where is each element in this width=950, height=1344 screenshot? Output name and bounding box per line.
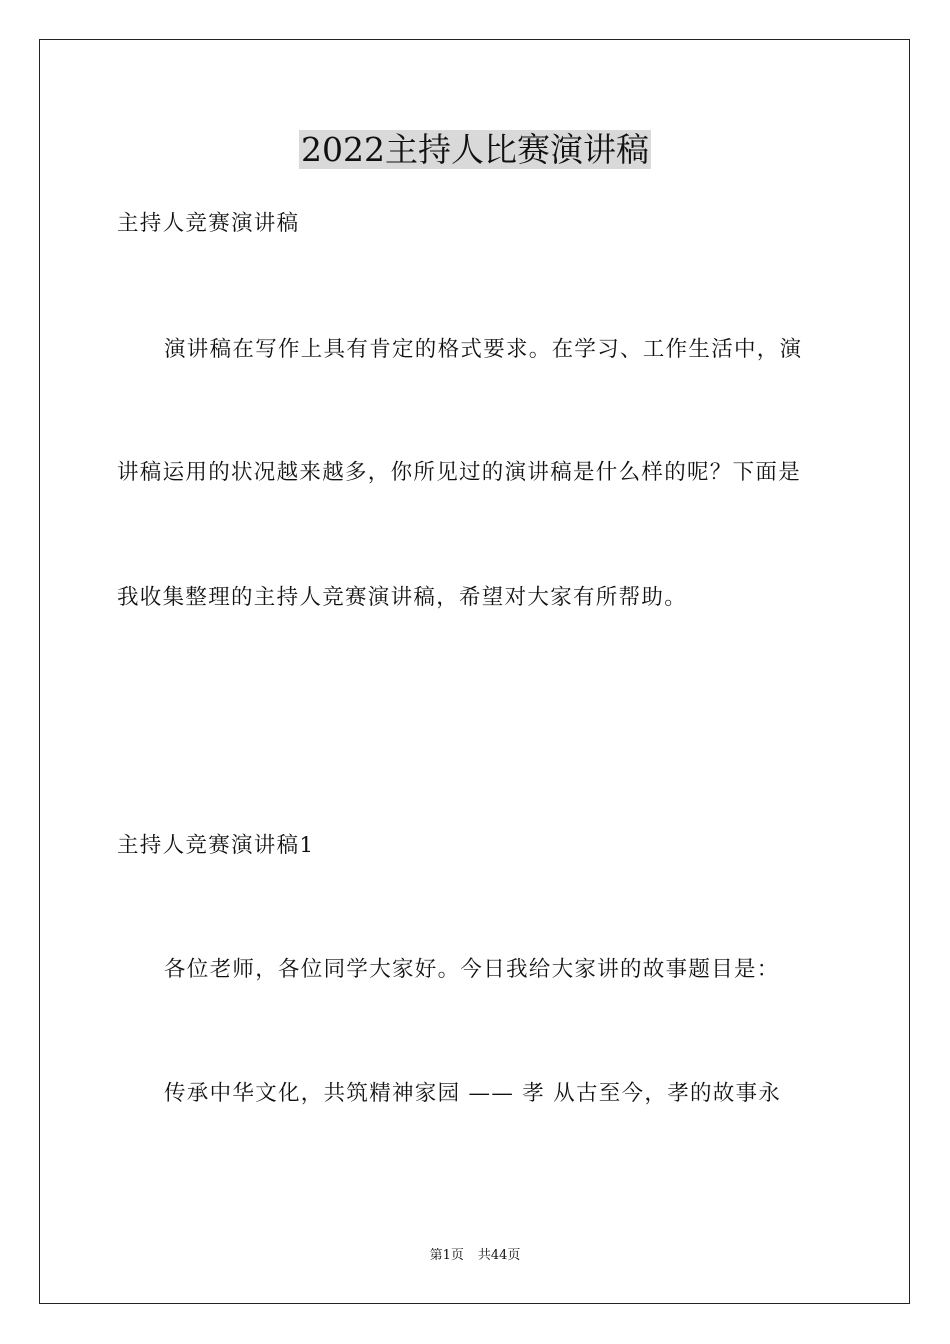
- paragraph-line: 各位老师，各位同学大家好。今日我给大家讲的故事题目是：: [164, 957, 780, 982]
- paragraph-line: 传承中华文化，共筑精神家园 —— 孝 从古至今，孝的故事永: [164, 1081, 782, 1106]
- paragraph-line: 演讲稿在写作上具有肯定的格式要求。在学习、工作生活中，演: [164, 337, 803, 362]
- section-heading: 主持人竞赛演讲稿: [117, 211, 300, 236]
- document-title-text: 2022主持人比赛演讲稿: [301, 130, 649, 169]
- page-footer: [0, 1246, 950, 1266]
- page-number: 第1页: [429, 1248, 464, 1263]
- section-heading: 主持人竞赛演讲稿1: [117, 833, 315, 858]
- paragraph-line: 讲稿运用的状况越来越多，你所见过的演讲稿是什么样的呢？下面是: [117, 460, 802, 485]
- page-total: 共44页: [477, 1248, 521, 1263]
- paragraph-line: 我收集整理的主持人竞赛演讲稿，希望对大家有所帮助。: [117, 585, 688, 610]
- document-title: [0, 130, 950, 170]
